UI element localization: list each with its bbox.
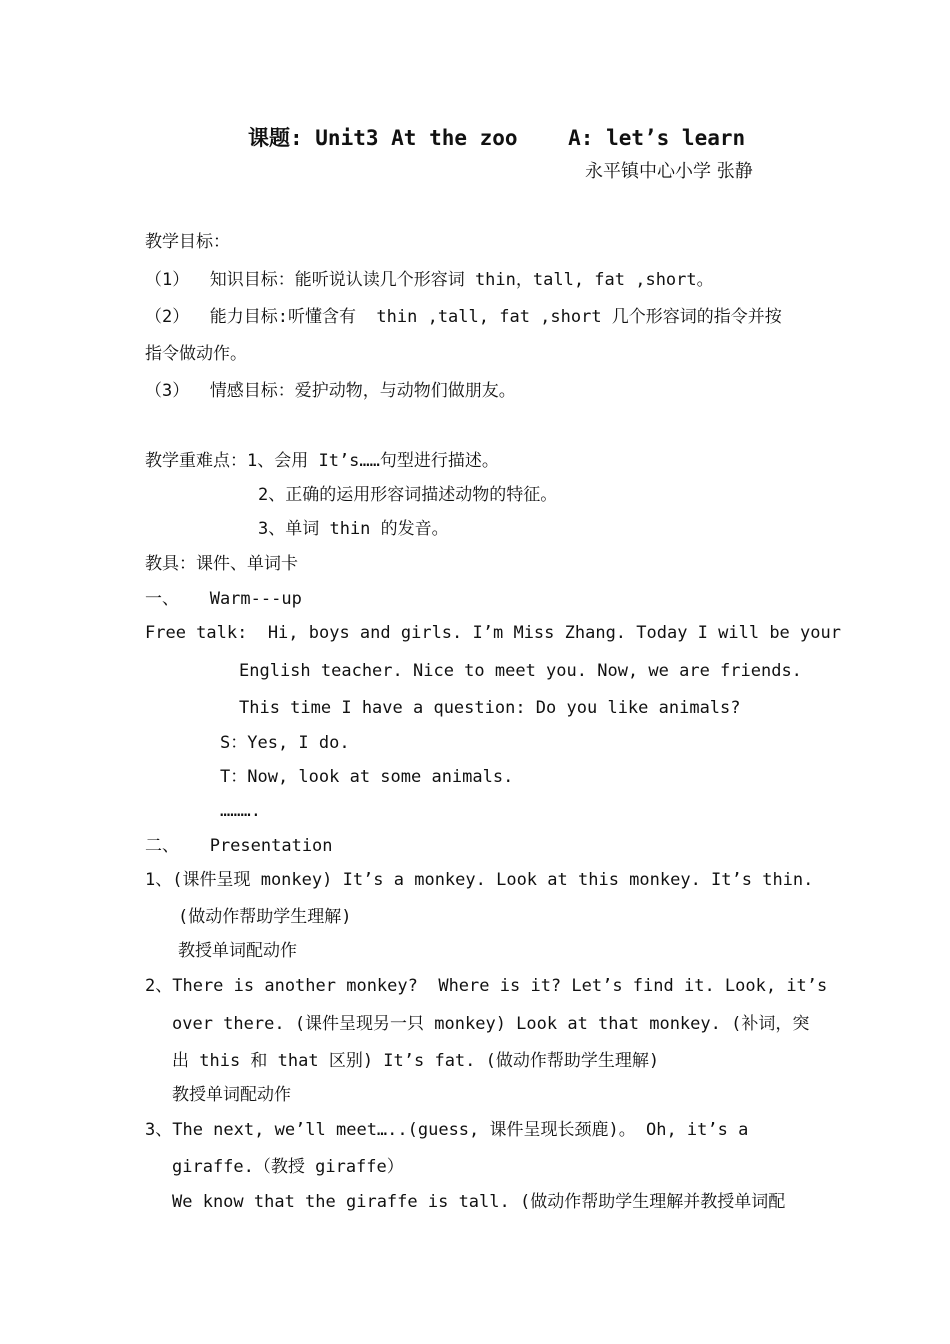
key-points-line: 教学重难点：1、会用 It’s……句型进行描述。 <box>145 451 499 471</box>
objective-item: （2） 能力目标:听懂含有 thin ,tall, fat ,short 几个形容词的指令并按 <box>145 307 782 327</box>
presentation-line: We know that the giraffe is tall. (做动作帮助学生理解并教授单词配 <box>172 1192 786 1212</box>
presentation-line: giraffe.（教授 giraffe） <box>172 1157 404 1177</box>
author-line: 永平镇中心小学 张静 <box>585 161 753 182</box>
presentation-line: 教授单词配动作 <box>172 1085 291 1105</box>
objective-item: 指令做动作。 <box>145 344 247 364</box>
dialogue-line: T：Now, look at some animals. <box>220 767 514 787</box>
presentation-line: 2、There is another monkey? Where is it? Let’s find it. Look, it’s <box>145 976 828 996</box>
dialogue-line: ………. <box>220 801 261 821</box>
section-heading: 一、 Warm---up <box>145 589 302 609</box>
presentation-line: over there. (课件呈现另一只 monkey) Look at that monkey. (补词，突 <box>172 1014 810 1034</box>
dialogue-line: S：Yes, I do. <box>220 733 350 753</box>
objectives-heading: 教学目标： <box>145 232 230 252</box>
dialogue-line: This time I have a question: Do you like animals? <box>239 698 741 718</box>
dialogue-line: Free talk: Hi, boys and girls. I’m Miss Zhang. Today I will be your <box>145 623 841 643</box>
section-heading: 二、 Presentation <box>145 836 333 856</box>
key-points-line: 2、正确的运用形容词描述动物的特征。 <box>258 485 558 505</box>
presentation-line: 3、The next, we’ll meet…..(guess, 课件呈现长颈鹿)。 Oh, it’s a <box>145 1120 749 1140</box>
objective-item: （1） 知识目标：能听说认读几个形容词 thin，tall, fat ,short。 <box>145 270 714 290</box>
key-points-line: 3、单词 thin 的发音。 <box>258 519 449 539</box>
presentation-line: 1、(课件呈现 monkey) It’s a monkey. Look at this monkey. It’s thin. <box>145 870 814 890</box>
dialogue-line: English teacher. Nice to meet you. Now, we are friends. <box>239 661 802 681</box>
lesson-title: 课题: Unit3 At the zoo A: let’s learn <box>248 126 746 150</box>
presentation-line: 出 this 和 that 区别) It’s fat. (做动作帮助学生理解) <box>172 1051 660 1071</box>
presentation-line: (做动作帮助学生理解) <box>178 907 352 927</box>
teaching-tools: 教具：课件、单词卡 <box>145 554 298 574</box>
objective-item: （3） 情感目标：爱护动物，与动物们做朋友。 <box>145 381 516 401</box>
presentation-line: 教授单词配动作 <box>178 941 297 961</box>
